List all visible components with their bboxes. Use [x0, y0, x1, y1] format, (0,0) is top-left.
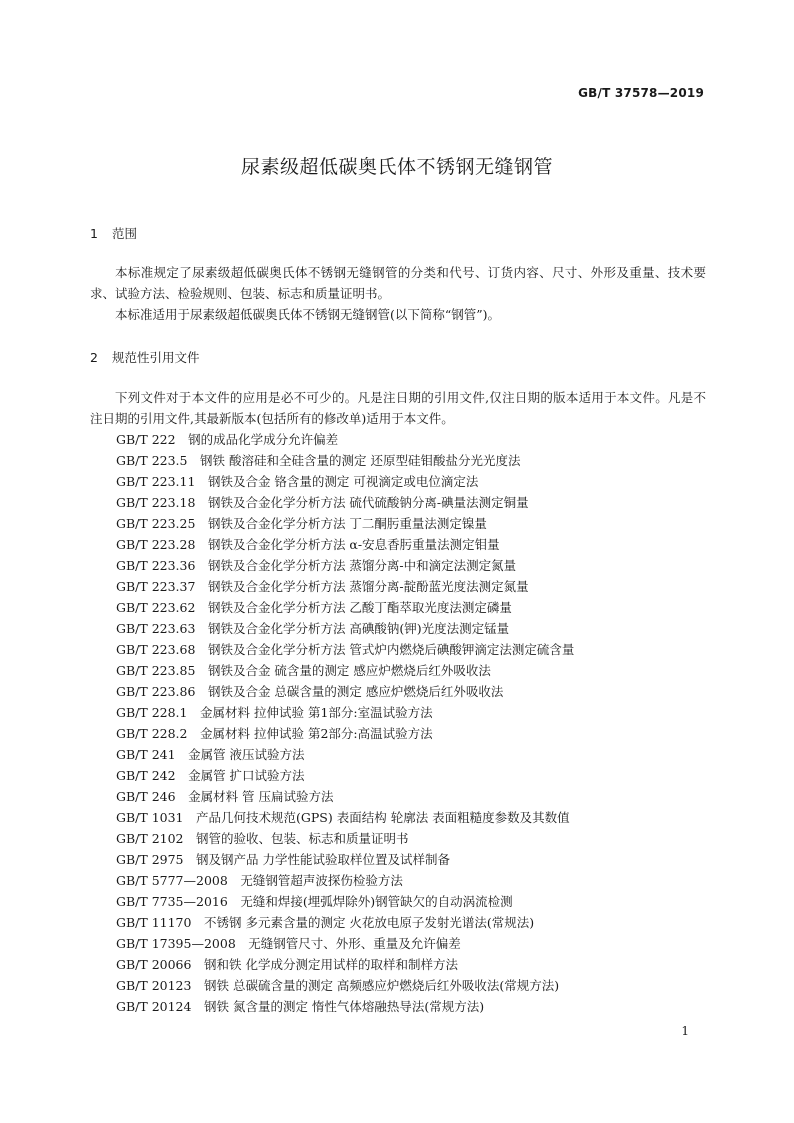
- reference-title: 无缝和焊接(埋弧焊除外)钢管缺欠的自动涡流检测: [240, 894, 513, 909]
- reference-separator: [184, 852, 197, 867]
- reference-title: 金属材料 管 压扁试验方法: [188, 789, 334, 804]
- reference-code: GB/T 223.25: [116, 516, 196, 531]
- reference-item: [116, 513, 574, 534]
- reference-title: 钢铁 酸溶硅和全硅含量的测定 还原型硅钼酸盐分光光度法: [200, 453, 521, 468]
- reference-title: 无缝钢管超声波探伤检验方法: [240, 873, 403, 888]
- reference-code: GB/T 223.28: [116, 537, 196, 552]
- reference-title: 钢铁及合金 铬含量的测定 可视滴定或电位滴定法: [207, 474, 479, 489]
- reference-code: GB/T 11170: [116, 915, 192, 930]
- reference-code: GB/T 223.18: [116, 495, 196, 510]
- reference-item: [116, 576, 574, 597]
- reference-title: 钢铁及合金化学分析方法 管式炉内燃烧后碘酸钾滴定法测定硫含量: [207, 642, 575, 657]
- reference-title: 钢铁及合金化学分析方法 硫代硫酸钠分离-碘量法测定铜量: [207, 495, 529, 510]
- reference-title: 钢和铁 化学成分测定用试样的取样和制样方法: [203, 957, 458, 972]
- reference-separator: [195, 579, 208, 594]
- reference-code: GB/T 223.85: [116, 663, 196, 678]
- reference-code: GB/T 223.86: [116, 684, 196, 699]
- reference-separator: [187, 453, 200, 468]
- reference-title: 金属管 液压试验方法: [188, 747, 305, 762]
- reference-title: 钢的成品化学成分允许偏差: [188, 432, 339, 447]
- reference-title: 产品几何技术规范(GPS) 表面结构 轮廓法 表面粗糙度参数及其数值: [196, 810, 570, 825]
- reference-separator: [195, 621, 208, 636]
- reference-item: [116, 555, 574, 576]
- reference-item: [116, 870, 574, 891]
- reference-item: [116, 975, 574, 996]
- reference-title: 不锈钢 多元素含量的测定 火花放电原子发射光谱法(常规法): [203, 915, 535, 930]
- reference-item: [116, 933, 574, 954]
- reference-code: GB/T 223.63: [116, 621, 196, 636]
- reference-title: 钢铁及合金 总碳含量的测定 感应炉燃烧后红外吸收法: [207, 684, 504, 699]
- reference-title: 金属管 扩口试验方法: [188, 768, 305, 783]
- scope-paragraph-1: 本标准规定了尿素级超低碳奥氏体不锈钢无缝钢管的分类和代号、订货内容、尺寸、外形及重量、技术要求、试验方法、检验规则、包装、标志和质量证明书。: [90, 265, 706, 301]
- reference-separator: [195, 684, 208, 699]
- reference-title: 钢铁及合金化学分析方法 蒸馏分离-中和滴定法测定氮量: [207, 558, 517, 573]
- reference-title: 钢铁及合金 硫含量的测定 感应炉燃烧后红外吸收法: [207, 663, 491, 678]
- reference-code: GB/T 222: [116, 432, 176, 447]
- reference-separator: [195, 474, 208, 489]
- reference-code: GB/T 20066: [116, 957, 192, 972]
- reference-code: GB/T 223.68: [116, 642, 196, 657]
- reference-item: [116, 723, 574, 744]
- reference-item: [116, 639, 574, 660]
- reference-item: [116, 954, 574, 975]
- reference-item: [116, 702, 574, 723]
- reference-item: [116, 744, 574, 765]
- reference-separator: [195, 642, 208, 657]
- reference-item: [116, 492, 574, 513]
- reference-title: 钢铁及合金化学分析方法 乙酸丁酯萃取光度法测定磷量: [207, 600, 512, 615]
- reference-separator: [195, 537, 208, 552]
- reference-title: 钢及钢产品 力学性能试验取样位置及试样制备: [196, 852, 451, 867]
- normative-references-list: [116, 429, 574, 1017]
- section-number: 1: [90, 226, 98, 241]
- reference-item: [116, 681, 574, 702]
- reference-code: GB/T 241: [116, 747, 176, 762]
- standard-number: GB/T 37578—2019: [578, 86, 704, 100]
- reference-separator: [191, 957, 204, 972]
- section-title: 范围: [112, 226, 138, 241]
- document-title: 尿素级超低碳奥氏体不锈钢无缝钢管: [240, 156, 553, 178]
- reference-separator: [184, 831, 197, 846]
- section-2-heading: [90, 348, 200, 366]
- reference-item: [116, 471, 574, 492]
- reference-item: [116, 429, 574, 450]
- reference-separator: [191, 999, 204, 1014]
- reference-code: GB/T 242: [116, 768, 176, 783]
- reference-title: 无缝钢管尺寸、外形、重量及允许偏差: [248, 936, 461, 951]
- section-number: 2: [90, 350, 98, 365]
- references-intro-paragraph: 下列文件对于本文件的应用是必不可少的。凡是注日期的引用文件,仅注日期的版本适用于本文件。凡是不注日期的引用文件,其最新版本(包括所有的修改单)适用于本文件。: [90, 390, 706, 426]
- reference-code: GB/T 2975: [116, 852, 184, 867]
- reference-item: [116, 450, 574, 471]
- reference-code: GB/T 223.11: [116, 474, 196, 489]
- reference-separator: [176, 432, 189, 447]
- reference-item: [116, 618, 574, 639]
- reference-item: [116, 765, 574, 786]
- reference-title: 金属材料 拉伸试验 第2部分:高温试验方法: [200, 726, 433, 741]
- reference-item: [116, 786, 574, 807]
- reference-title: 钢铁及合金化学分析方法 丁二酮肟重量法测定镍量: [207, 516, 487, 531]
- reference-separator: [195, 600, 208, 615]
- reference-code: GB/T 228.2: [116, 726, 188, 741]
- reference-title: 钢管的验收、包装、标志和质量证明书: [196, 831, 409, 846]
- reference-title: 钢铁 总碳硫含量的测定 高频感应炉燃烧后红外吸收法(常规方法): [203, 978, 560, 993]
- reference-item: [116, 534, 574, 555]
- reference-separator: [176, 768, 189, 783]
- reference-separator: [187, 726, 200, 741]
- reference-code: GB/T 223.62: [116, 600, 196, 615]
- section-title: 规范性引用文件: [112, 350, 200, 365]
- scope-paragraph-2: 本标准适用于尿素级超低碳奥氏体不锈钢无缝钢管(以下简称“钢管”)。: [115, 307, 501, 322]
- reference-title: 金属材料 拉伸试验 第1部分:室温试验方法: [200, 705, 433, 720]
- reference-code: GB/T 7735—2016: [116, 894, 228, 909]
- reference-code: GB/T 20124: [116, 999, 192, 1014]
- page-number: 1: [681, 1024, 689, 1038]
- reference-item: [116, 996, 574, 1017]
- reference-separator: [195, 495, 208, 510]
- reference-item: [116, 849, 574, 870]
- reference-separator: [187, 705, 200, 720]
- reference-separator: [191, 978, 204, 993]
- reference-title: 钢铁 氮含量的测定 惰性气体熔融热导法(常规方法): [203, 999, 485, 1014]
- reference-separator: [176, 789, 189, 804]
- reference-separator: [195, 516, 208, 531]
- reference-item: [116, 597, 574, 618]
- reference-code: GB/T 246: [116, 789, 176, 804]
- reference-title: 钢铁及合金化学分析方法 蒸馏分离-靛酚蓝光度法测定氮量: [207, 579, 529, 594]
- reference-code: GB/T 5777—2008: [116, 873, 228, 888]
- reference-item: [116, 807, 574, 828]
- reference-separator: [184, 810, 197, 825]
- reference-separator: [191, 915, 204, 930]
- reference-item: [116, 660, 574, 681]
- reference-item: [116, 828, 574, 849]
- reference-code: GB/T 223.37: [116, 579, 196, 594]
- reference-item: [116, 912, 574, 933]
- reference-separator: [228, 873, 241, 888]
- reference-separator: [195, 663, 208, 678]
- reference-code: GB/T 20123: [116, 978, 192, 993]
- reference-code: GB/T 2102: [116, 831, 184, 846]
- reference-item: [116, 891, 574, 912]
- reference-separator: [195, 558, 208, 573]
- reference-separator: [176, 747, 189, 762]
- reference-code: GB/T 1031: [116, 810, 184, 825]
- reference-separator: [228, 894, 241, 909]
- reference-title: 钢铁及合金化学分析方法 高碘酸钠(钾)光度法测定锰量: [207, 621, 510, 636]
- section-1-heading: [90, 224, 137, 242]
- reference-code: GB/T 228.1: [116, 705, 188, 720]
- reference-code: GB/T 17395—2008: [116, 936, 236, 951]
- reference-title: 钢铁及合金化学分析方法 α-安息香肟重量法测定钼量: [207, 537, 500, 552]
- reference-code: GB/T 223.36: [116, 558, 196, 573]
- reference-separator: [236, 936, 249, 951]
- reference-code: GB/T 223.5: [116, 453, 188, 468]
